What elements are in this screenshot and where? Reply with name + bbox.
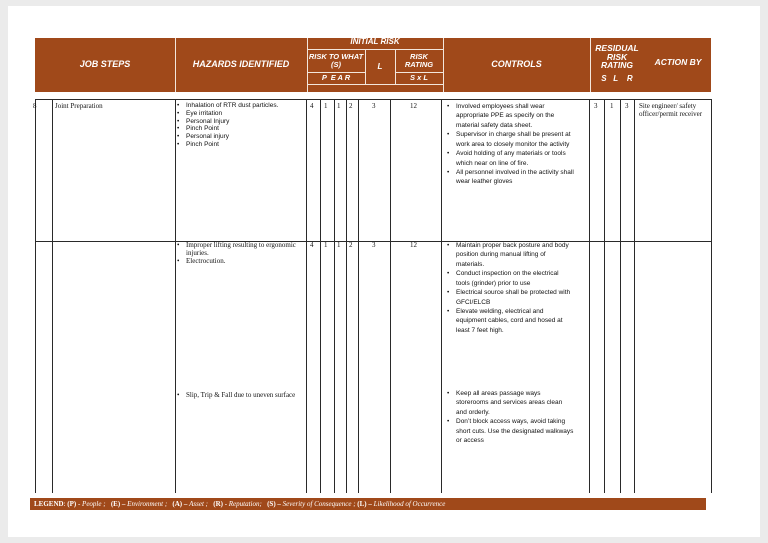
legend-val-l: Likelihood of Occurrence [373, 500, 446, 508]
legend-val-e: Environment ; [127, 500, 168, 508]
header-l: L [377, 61, 383, 71]
job-step-cell: Joint Preparation [55, 102, 103, 110]
table-header [35, 38, 711, 92]
header-divider [307, 84, 443, 85]
header-hazards-identified: HAZARDS IDENTIFIED [192, 59, 290, 70]
header-divider [175, 38, 176, 92]
list-item: • Maintain proper back posture and body position during manual lifting of materials. [446, 241, 574, 269]
rating-l: 3 [372, 241, 376, 249]
residual-r: 3 [625, 102, 629, 110]
legend-key-e: (E) – [110, 500, 126, 508]
header-divider [395, 49, 396, 84]
header-divider [443, 38, 444, 92]
legend-key-l: (L) – [357, 500, 372, 508]
rating-e: 1 [324, 241, 328, 249]
header-divider [307, 49, 443, 50]
rating-sxl: 12 [410, 102, 417, 110]
header-job-steps: JOB STEPS [79, 59, 131, 70]
header-residual-risk-rating: RESIDUAL RISK RATING [595, 42, 639, 71]
rating-r: 2 [349, 241, 353, 249]
list-item: • Pinch Point [176, 141, 304, 149]
list-item: • Personal Injury [176, 118, 304, 126]
hazards-list [176, 102, 304, 149]
step-number: 8 [33, 102, 37, 110]
header-divider [307, 72, 365, 73]
legend-key-p: (P) [67, 500, 77, 508]
header-controls: CONTROLS [491, 59, 542, 70]
list-item: • Eye irritation [176, 110, 304, 118]
list-item: • Slip, Trip & Fall due to uneven surface [176, 391, 304, 399]
legend-val-r: - Reputation; [224, 500, 262, 508]
rating-a: 1 [337, 241, 341, 249]
residual-l: 1 [610, 102, 614, 110]
header-action-by: ACTION BY [654, 56, 702, 67]
legend-val-s: Severity of Consequence ; [282, 500, 356, 508]
legend-val-a: Asset ; [189, 500, 208, 508]
header-residual-letters: S L R [601, 73, 633, 83]
list-item: • Keep all areas passage ways storerooms and services areas clean and orderly. [446, 389, 574, 417]
rating-p: 4 [310, 102, 314, 110]
legend-val-p: - People ; [77, 500, 106, 508]
rating-r: 2 [349, 102, 353, 110]
header-risk-to-what-letters: P E A R [321, 73, 351, 83]
list-item: • All personnel involved in the activity shall wear leather gloves [446, 168, 574, 187]
header-risk-to-what: RISK TO WHAT (S) [308, 52, 364, 69]
list-item: • Elevate welding, electrical and equipment cables, cord and hosed at least 7 feet high. [446, 307, 574, 335]
legend-key-a: (A) – [172, 500, 188, 508]
action-by-cell: Site engineer/ safety officer/permit receiver [639, 102, 703, 119]
list-item: • Improper lifting resulting to ergonomic injuries. [176, 241, 304, 257]
controls-list [446, 102, 574, 187]
rating-l: 3 [372, 102, 376, 110]
header-divider [365, 49, 366, 84]
header-initial-risk: INITIAL RISK [350, 37, 400, 47]
hazards-list [176, 241, 304, 265]
rating-p: 4 [310, 241, 314, 249]
list-item: • Don’t block access ways, avoid taking short cuts. Use the designated walkways or access [446, 417, 574, 445]
header-sxl: S x L [410, 73, 428, 83]
legend-bar: LEGEND: (P) - People ; (E) – Environment ; (A) – Asset ; (R) - Reputation; (S) – Severity of Consequence ; (L) – Likelihood of Occurrence [30, 498, 706, 510]
hazards-list-2 [176, 391, 304, 399]
controls-list-2 [446, 389, 574, 446]
legend-key-r: (R) [213, 500, 223, 508]
header-divider [395, 72, 443, 73]
list-item: • Electrocution. [176, 257, 304, 265]
list-item: • Avoid holding of any materials or tools which near on line of fire. [446, 149, 574, 168]
header-divider [590, 38, 591, 92]
rating-e: 1 [324, 102, 328, 110]
legend-label: LEGEND [34, 500, 64, 508]
list-item: • Pinch Point [176, 125, 304, 133]
list-item: • Conduct inspection on the electrical tools (grinder) prior to use [446, 269, 574, 288]
rating-a: 1 [337, 102, 341, 110]
list-item: • Supervisor in charge shall be present at work area to closely monitor the activity [446, 130, 574, 149]
list-item: • Personal injury [176, 133, 304, 141]
list-item: • Involved employees shall wear appropriate PPE as specify on the material safety data sheet. [446, 102, 574, 130]
controls-list [446, 241, 574, 335]
residual-s: 3 [594, 102, 598, 110]
rating-sxl: 12 [410, 241, 417, 249]
legend-key-s: (S) – [267, 500, 281, 508]
list-item: • Inhalation of RTR dust particles. [176, 102, 304, 110]
header-risk-rating: RISK RATING [404, 52, 434, 69]
list-item: • Electrical source shall be protected with GFCI/ELCB [446, 288, 574, 307]
